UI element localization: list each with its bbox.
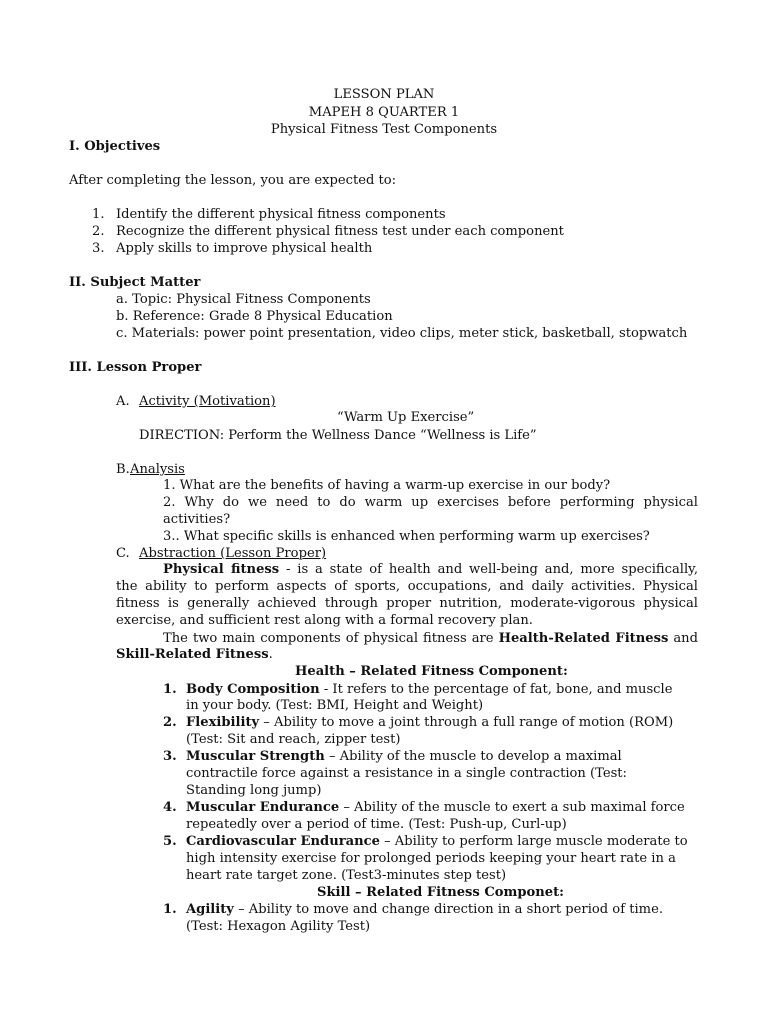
components-sentence-cont: [116, 646, 273, 663]
health-item-text: heart rate target zone. (Test3-minutes step test): [186, 868, 507, 883]
activity-letter: A.: [116, 394, 130, 409]
components-text: The two main components of physical fitness are: [163, 631, 499, 646]
definition-text: - is a state of health and well-being and, more specifically,: [279, 562, 698, 577]
health-item-term: Cardiovascular Endurance: [186, 834, 380, 849]
skill-item-term: Agility: [186, 902, 234, 917]
health-item: [186, 833, 688, 850]
health-related-term: Health-Related Fitness: [498, 631, 669, 646]
doc-title: LESSON PLAN: [333, 87, 435, 102]
components-text: .: [268, 647, 273, 662]
subject-topic: a. Topic: Physical Fitness Components: [116, 292, 371, 307]
health-item: [186, 799, 685, 816]
health-item-text: in your body. (Test: BMI, Height and Weight): [186, 698, 484, 713]
health-item-text: contractile force against a resistance in a single contraction (Test:: [186, 766, 627, 781]
health-item-term: Muscular Endurance: [186, 800, 340, 815]
health-item-term: Flexibility: [186, 715, 260, 730]
objective-item: Identify the different physical fitness components: [116, 207, 446, 222]
analysis-question-2-cont: activities?: [163, 512, 231, 527]
health-item-text: – Ability to move a joint through a full range of motion (ROM): [259, 715, 674, 730]
objective-number: 3.: [92, 241, 105, 256]
components-sentence: [163, 630, 698, 647]
subject-heading: II. Subject Matter: [69, 275, 201, 290]
objective-number: 1.: [92, 207, 105, 222]
health-item-term: Muscular Strength: [186, 749, 325, 764]
doc-subtitle: MAPEH 8 QUARTER 1: [308, 105, 460, 120]
skill-related-term: Skill-Related Fitness: [116, 647, 269, 662]
health-item-number: 2.: [163, 715, 177, 730]
health-item-text: repeatedly over a period of time. (Test: Push-up, Curl-up): [186, 817, 567, 832]
objectives-intro: After completing the lesson, you are expected to:: [69, 173, 397, 188]
activity-name: “Warm Up Exercise”: [337, 410, 475, 425]
health-item-term: Body Composition: [186, 682, 320, 697]
activity-title: Activity (Motivation): [139, 394, 276, 409]
health-item-text: (Test: Sit and reach, zipper test): [186, 732, 401, 747]
objective-item: Apply skills to improve physical health: [116, 241, 373, 256]
skill-heading: Skill – Related Fitness Componet:: [317, 885, 564, 900]
components-text: and: [668, 631, 698, 646]
definition-line: fitness is generally achieved through proper nutrition, moderate-vigorous physical: [116, 596, 698, 611]
objective-item: Recognize the different physical fitness test under each component: [116, 224, 564, 239]
objectives-heading: I. Objectives: [69, 139, 161, 154]
health-item: [186, 681, 672, 698]
analysis-question-1: 1. What are the benefits of having a warm-up exercise in our body?: [163, 478, 611, 493]
health-item-text: – Ability to perform large muscle moderate to: [379, 834, 688, 849]
health-item-text: – Ability of the muscle to develop a maximal: [324, 749, 622, 764]
health-item: [186, 714, 673, 731]
health-item-number: 1.: [163, 682, 177, 697]
doc-topic: Physical Fitness Test Components: [270, 122, 498, 137]
health-item-text: Standing long jump): [186, 783, 322, 798]
objective-number: 2.: [92, 224, 105, 239]
skill-item: [186, 901, 663, 918]
health-item-text: high intensity exercise for prolonged periods keeping your heart rate in a: [186, 851, 676, 866]
subject-reference: b. Reference: Grade 8 Physical Education: [116, 309, 393, 324]
health-item-number: 3.: [163, 749, 177, 764]
health-item-text: – Ability of the muscle to exert a sub maximal force: [339, 800, 685, 815]
health-item: [186, 748, 622, 765]
analysis-letter: B.: [116, 462, 130, 477]
subject-materials: c. Materials: power point presentation, video clips, meter stick, basketball, stopwatch: [116, 326, 688, 341]
analysis-question-3: 3.. What specific skills is enhanced when performing warm up exercises?: [163, 529, 650, 544]
health-item-text: - It refers to the percentage of fat, bone, and muscle: [319, 682, 673, 697]
health-item-number: 5.: [163, 834, 177, 849]
definition-term: Physical fitness: [163, 562, 280, 577]
skill-item-number: 1.: [163, 902, 177, 917]
definition-line: the ability to perform aspects of sports, occupations, and daily activities. Physical: [116, 579, 698, 594]
analysis-title: Analysis: [130, 462, 185, 477]
abstraction-title: Abstraction (Lesson Proper): [139, 546, 327, 561]
abstraction-letter: C.: [116, 546, 130, 561]
health-item-number: 4.: [163, 800, 177, 815]
activity-direction: DIRECTION: Perform the Wellness Dance “Wellness is Life”: [139, 428, 537, 443]
analysis-question-2: 2. Why do we need to do warm up exercises before performing physical: [163, 495, 698, 510]
skill-item-text: (Test: Hexagon Agility Test): [186, 919, 371, 934]
lesson-heading: III. Lesson Proper: [69, 360, 202, 375]
definition-line: exercise, and sufficient rest along with a formal recovery plan.: [116, 613, 533, 628]
definition-line: [163, 561, 698, 578]
health-heading: Health – Related Fitness Component:: [295, 664, 568, 679]
skill-item-text: – Ability to move and change direction in a short period of time.: [233, 902, 663, 917]
